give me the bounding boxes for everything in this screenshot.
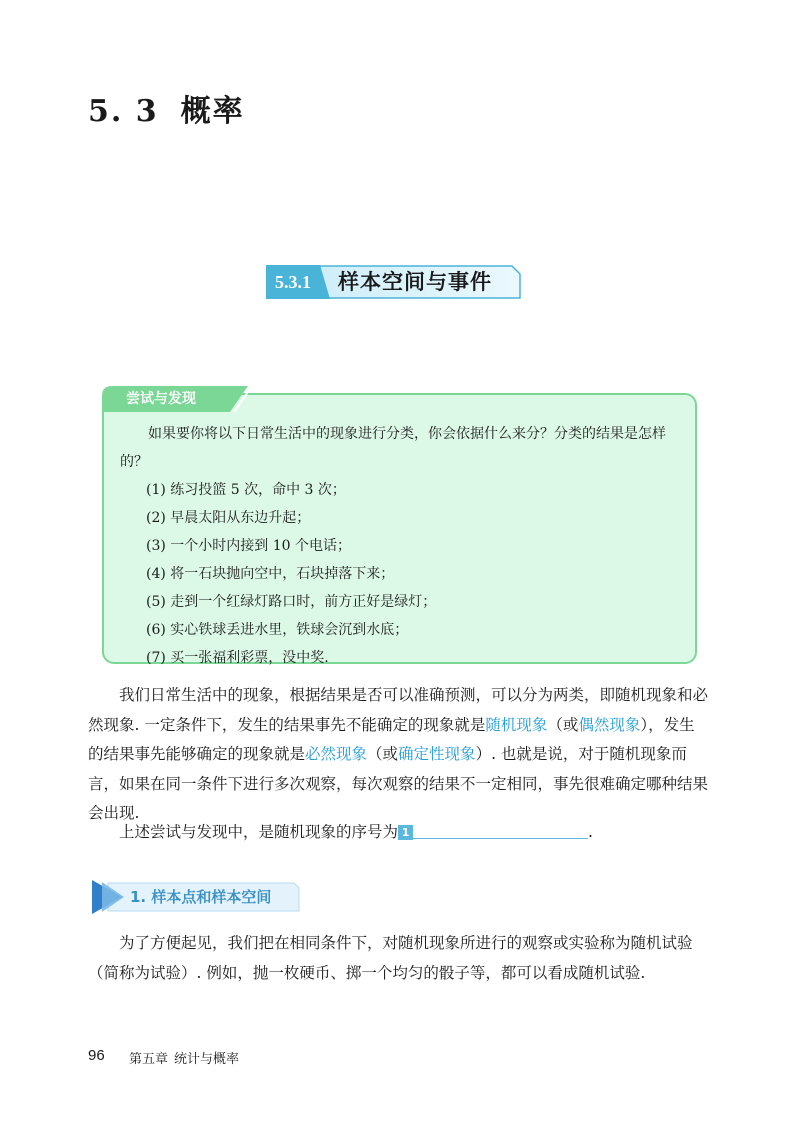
list-item: (3) 一个小时内接到 10 个电话； — [146, 538, 351, 554]
phenomena-list — [146, 476, 436, 672]
list-item: (5) 走到一个红绿灯路口时，前方正好是绿灯； — [146, 594, 437, 610]
list-item: (7) 买一张福利彩票，没中奖. — [146, 650, 329, 666]
question-paragraph — [88, 818, 708, 848]
chapter-title — [88, 86, 245, 130]
footer-topic: 统计与概率 — [174, 1052, 240, 1067]
term-inevitable-phenomenon: 必然现象 — [305, 745, 368, 763]
list-item: (6) 实心铁球丢进水里，铁球会沉到水底； — [146, 622, 409, 638]
subheading-banner — [88, 880, 300, 914]
page-number: 96 — [88, 1047, 105, 1064]
term-chance-phenomenon: 偶然现象 — [578, 715, 641, 734]
try-discover-label: 尝试与发现 — [126, 391, 196, 407]
chapter-number: 5. 3 — [88, 94, 159, 129]
text-run: ），发生的结果事先能够确定的现象就是 — [88, 715, 695, 763]
blank-number-badge: 1 — [398, 825, 413, 840]
text-run: ）. 也就是说，对于随机现象而言，如果在同一条件下进行多次观察，每次观察的结果不一定相同，事先很难确定哪种结果会出现. — [88, 745, 709, 822]
random-experiment-paragraph: 为了方便起见，我们把在相同条件下，对随机现象所进行的观察或实验称为随机试验（简称为试验）. 例如，抛一枚硬币、掷一个均匀的骰子等，都可以看成随机试验. — [88, 934, 693, 982]
list-item: (4) 将一石块抛向空中，石块掉落下来； — [146, 566, 395, 582]
footer-chapter: 第五章 — [129, 1052, 169, 1067]
list-item: (2) 早晨太阳从东边升起； — [146, 510, 311, 526]
section-number: 5.3.1 — [275, 272, 311, 292]
subheading-title: 1. 样本点和样本空间 — [130, 888, 272, 906]
text-run: （或 — [547, 715, 579, 734]
try-discover-tab — [102, 386, 248, 412]
list-item: (1) 练习投篮 5 次，命中 3 次； — [146, 482, 346, 498]
chapter-name: 概率 — [180, 94, 245, 129]
question-text: 上述尝试与发现中，是随机现象的序号为 — [119, 823, 399, 841]
text-run: . — [588, 823, 593, 841]
term-deterministic-phenomenon: 确定性现象 — [398, 745, 476, 763]
section-title: 样本空间与事件 — [338, 269, 492, 294]
text-run: （或 — [367, 745, 399, 763]
section-banner — [266, 265, 521, 299]
definition-paragraph — [88, 681, 708, 829]
answer-blank[interactable] — [413, 824, 588, 839]
term-random-phenomenon: 随机现象 — [485, 715, 548, 734]
try-intro-text: 如果要你将以下日常生活中的现象进行分类，你会依据什么来分？分类的结果是怎样的？ — [120, 426, 666, 470]
text-run: 我们日常生活中的现象，根据结果是否可以准确预测，可以分为两类，即随机现象和必然现象. 一定条件下，发生的结果事先不能确定的现象就是 — [88, 686, 709, 734]
